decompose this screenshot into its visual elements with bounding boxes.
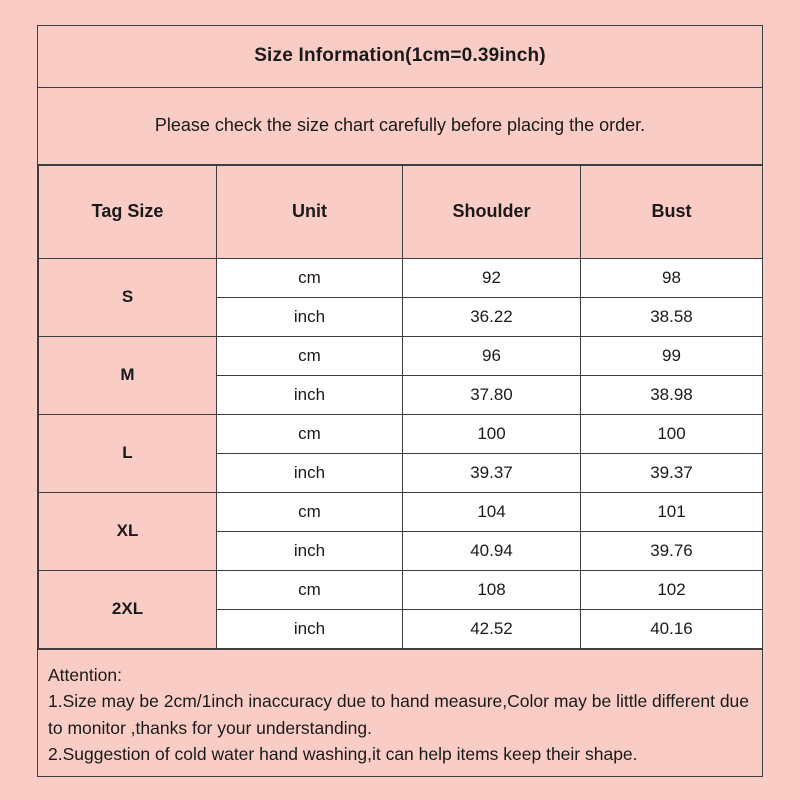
bust-value-inch: 39.37 [581, 453, 763, 492]
bust-value-cm: 98 [581, 258, 763, 297]
column-header-tag-size: Tag Size [39, 165, 217, 258]
table-row [39, 492, 763, 531]
table-row [39, 336, 763, 375]
shoulder-value-cm: 108 [403, 570, 581, 609]
shoulder-value-inch: 36.22 [403, 297, 581, 336]
tag-size-value: M [39, 336, 217, 414]
page-title: Size Information(1cm=0.39inch) [38, 26, 762, 88]
bust-value-cm: 99 [581, 336, 763, 375]
shoulder-value-inch: 37.80 [403, 375, 581, 414]
unit-value-cm: cm [217, 258, 403, 297]
shoulder-value-cm: 104 [403, 492, 581, 531]
shoulder-value-cm: 92 [403, 258, 581, 297]
tag-size-value: XL [39, 492, 217, 570]
unit-value-cm: cm [217, 492, 403, 531]
unit-value-inch: inch [217, 453, 403, 492]
unit-value-inch: inch [217, 531, 403, 570]
column-header-unit: Unit [217, 165, 403, 258]
table-row [39, 570, 763, 609]
attention-line-1: 1.Size may be 2cm/1inch inaccuracy due to hand measure,Color may be little different due to monitor ,thanks for your understanding. [48, 691, 754, 738]
unit-value-inch: inch [217, 609, 403, 648]
shoulder-value-inch: 42.52 [403, 609, 581, 648]
unit-value-inch: inch [217, 375, 403, 414]
unit-value-inch: inch [217, 297, 403, 336]
table-row [39, 258, 763, 297]
page-subtitle: Please check the size chart carefully before placing the order. [38, 88, 762, 165]
column-header-shoulder: Shoulder [403, 165, 581, 258]
table-body [39, 258, 763, 648]
table-row [39, 414, 763, 453]
bust-value-cm: 100 [581, 414, 763, 453]
tag-size-value: L [39, 414, 217, 492]
unit-value-cm: cm [217, 570, 403, 609]
attention-section [38, 649, 762, 776]
attention-heading: Attention: [48, 664, 122, 685]
shoulder-value-inch: 39.37 [403, 453, 581, 492]
tag-size-value: 2XL [39, 570, 217, 648]
shoulder-value-inch: 40.94 [403, 531, 581, 570]
tag-size-value: S [39, 258, 217, 336]
bust-value-inch: 40.16 [581, 609, 763, 648]
unit-value-cm: cm [217, 414, 403, 453]
table-header-row [39, 165, 763, 258]
bust-value-cm: 102 [581, 570, 763, 609]
column-header-bust: Bust [581, 165, 763, 258]
shoulder-value-cm: 96 [403, 336, 581, 375]
bust-value-inch: 38.58 [581, 297, 763, 336]
bust-value-inch: 39.76 [581, 531, 763, 570]
size-table [38, 165, 763, 649]
size-chart-container [37, 25, 763, 777]
unit-value-cm: cm [217, 336, 403, 375]
attention-line-2: 2.Suggestion of cold water hand washing,it can help items keep their shape. [48, 744, 638, 765]
table-header [39, 165, 763, 258]
bust-value-cm: 101 [581, 492, 763, 531]
bust-value-inch: 38.98 [581, 375, 763, 414]
shoulder-value-cm: 100 [403, 414, 581, 453]
